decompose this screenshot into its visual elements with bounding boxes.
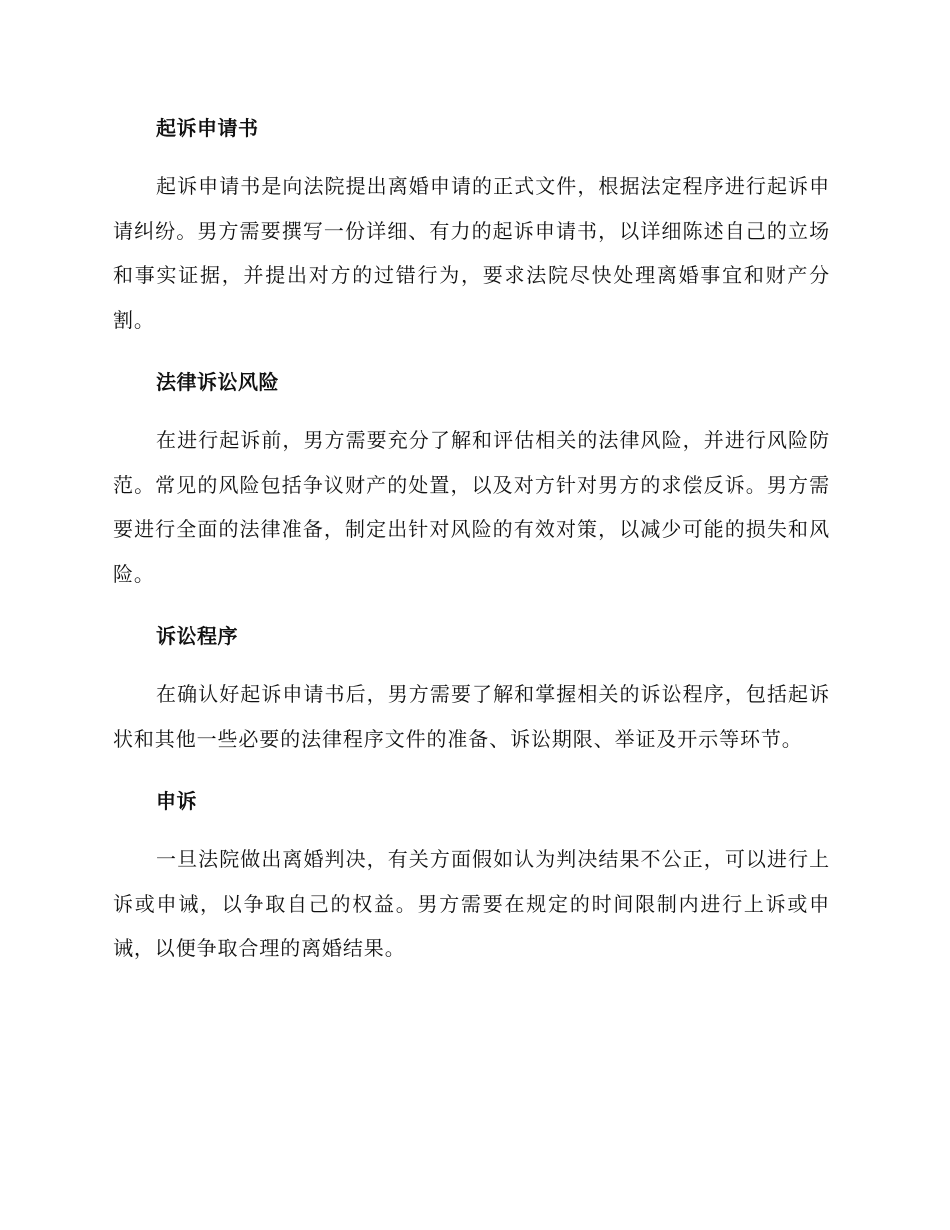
section-legal-risk <box>113 364 830 596</box>
section-title: 起诉申请书 <box>156 116 259 140</box>
section-paragraph: 起诉申请书是向法院提出离婚申请的正式文件，根据法定程序进行起诉申请纠纷。男方需要撰写一份详细、有力的起诉申请书，以详细陈述自己的立场和事实证据，并提出对方的过错行为，要求法院尽快处理离婚事宜和财产分割。 <box>113 174 830 332</box>
section-title: 申诉 <box>156 789 197 813</box>
section-paragraph: 在进行起诉前，男方需要充分了解和评估相关的法律风险，并进行风险防范。常见的风险包括争议财产的处置，以及对方针对男方的求偿反诉。男方需要进行全面的法律准备，制定出针对风险的有效对策，以减少可能的损失和风险。 <box>113 428 830 586</box>
section-title: 诉讼程序 <box>156 624 238 648</box>
section-title: 法律诉讼风险 <box>156 370 279 394</box>
section-paragraph: 在确认好起诉申请书后，男方需要了解和掌握相关的诉讼程序，包括起诉状和其他一些必要的法律程序文件的准备、诉讼期限、举证及开示等环节。 <box>113 682 830 751</box>
section-procedure <box>113 618 830 761</box>
section-paragraph: 一旦法院做出离婚判决，有关方面假如认为判决结果不公正，可以进行上诉或申诫，以争取自己的权益。男方需要在规定的时间限制内进行上诉或申诫，以便争取合理的离婚结果。 <box>113 847 830 960</box>
section-complaint <box>113 110 830 342</box>
section-appeal <box>113 783 830 971</box>
